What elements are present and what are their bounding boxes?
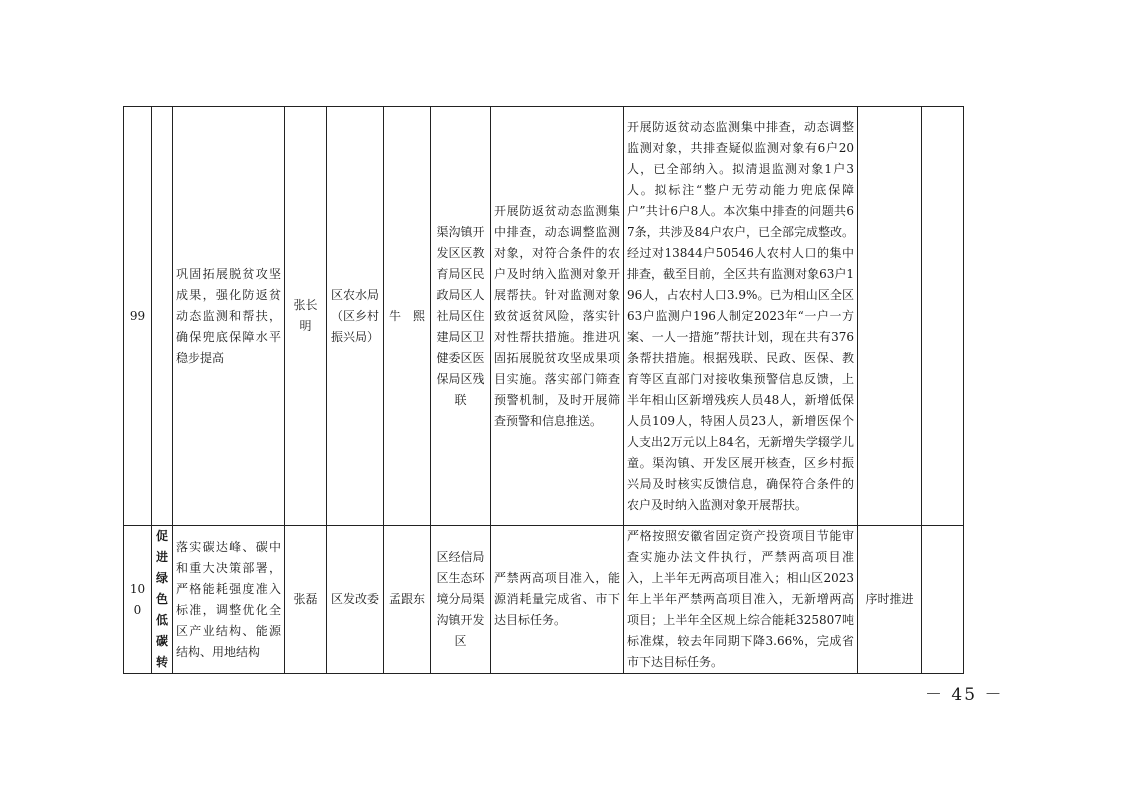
status-cell: 序时推进 [858, 526, 922, 674]
category-cell [152, 107, 173, 526]
cooperating-units-cell: 区经信局区生态环境分局渠沟镇开发区 [431, 526, 491, 674]
category-cell: 促进绿色低碳转 [152, 526, 173, 674]
progress-cell: 严格按照安徽省固定资产投资项目节能审查实施办法文件执行，严禁两高项目准入，上半年无两高项目准入；相山区2023年上半年严禁两高项目准入，无新增两高项目；上半年全区规上综合能耗325807吨标准煤，较去年同期下降3.66%，完成省市下达目标任务。 [624, 526, 858, 674]
lead-unit-cell: 区发改委 [327, 526, 384, 674]
remark-cell [922, 526, 964, 674]
table-row [124, 107, 964, 526]
task-cell: 落实碳达峰、碳中和重大决策部署，严格能耗强度准入标准，调整优化全区产业结构、能源结构、用地结构 [173, 526, 285, 674]
measures-cell: 开展防返贫动态监测集中排查，动态调整监测对象，对符合条件的农户及时纳入监测对象开展帮扶。针对监测对象致贫返贫风险，落实针对性帮扶措施。推进巩固拓展脱贫攻坚成果项目实施。落实部门筛查预警机制，及时开展筛查预警和信息推送。 [491, 107, 624, 526]
leader-cell: 张磊 [285, 526, 327, 674]
lead-unit-cell: 区农水局（区乡村振兴局） [327, 107, 384, 526]
status-cell [858, 107, 922, 526]
remark-cell [922, 107, 964, 526]
progress-cell: 开展防返贫动态监测集中排查，动态调整监测对象，共排查疑似监测对象有6户20人，已全部纳入。拟清退监测对象1户3人。拟标注“整户无劳动能力兜底保障户”共计6户8人。本次集中排查的问题共67条，共涉及84户农户，已全部完成整改。经过对13844户50546人农村人口的集中排查，截至目前，全区共有监测对象63户196人，占农村人口3.9%。已为相山区全区63户监测户196人制定2023年“一户一方案、一人一措施”帮扶计划，现在共有376条帮扶措施。根据残联、民政、医保、教育等区直部门对接收集预警信息反馈，上半年相山区新增残疾人员48人，新增低保人员109人，特困人员23人，新增医保个人支出2万元以上84名，无新增失学辍学儿童。渠沟镇、开发区展开核查，区乡村振兴局及时核实反馈信息，确保符合条件的农户及时纳入监测对象开展帮扶。 [624, 107, 858, 526]
table-row [124, 526, 964, 674]
row-number: 100 [124, 526, 152, 674]
work-progress-table [123, 106, 964, 674]
responsible-person-cell: 牛 熙 [384, 107, 431, 526]
task-cell: 巩固拓展脱贫攻坚成果，强化防返贫动态监测和帮扶，确保兜底保障水平稳步提高 [173, 107, 285, 526]
leader-cell: 张长明 [285, 107, 327, 526]
measures-cell: 严禁两高项目准入，能源消耗量完成省、市下达目标任务。 [491, 526, 624, 674]
cooperating-units-cell: 渠沟镇开发区区教育局区民政局区人社局区住建局区卫健委区医保局区残联 [431, 107, 491, 526]
responsible-person-cell: 孟跟东 [384, 526, 431, 674]
row-number: 99 [124, 107, 152, 526]
page-number: － 45 － [925, 685, 1004, 705]
